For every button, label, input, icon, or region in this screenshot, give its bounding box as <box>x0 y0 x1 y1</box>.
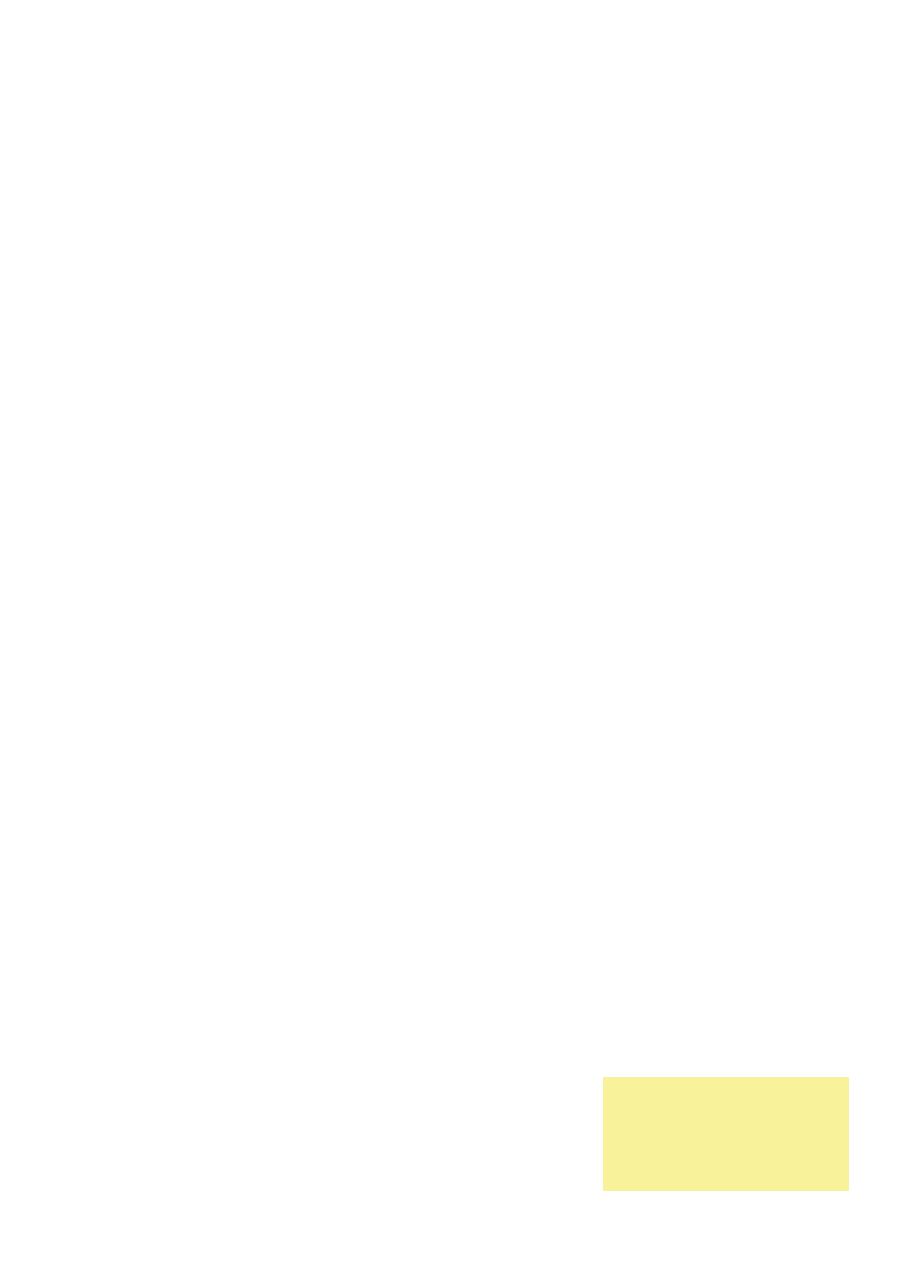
game-title-logo <box>54 18 474 118</box>
caption-line <box>609 1111 843 1129</box>
caption-line <box>609 1093 843 1111</box>
caption-line <box>609 1147 843 1165</box>
caption-line <box>609 1129 843 1147</box>
captions-legend <box>603 1077 849 1191</box>
